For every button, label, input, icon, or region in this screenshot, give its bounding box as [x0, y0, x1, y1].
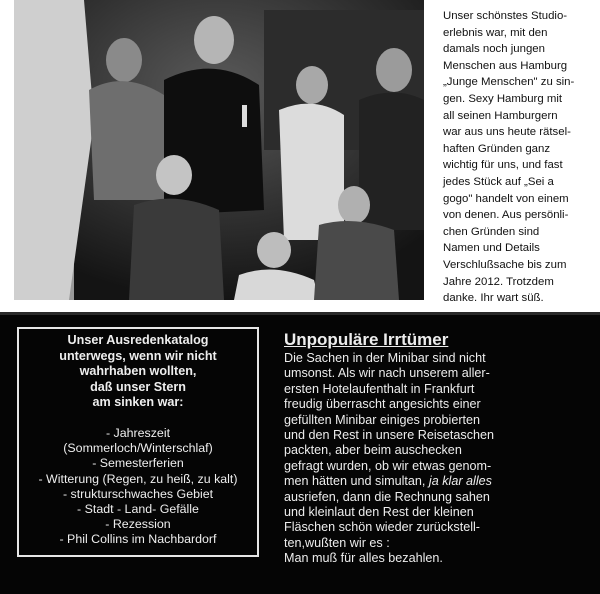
article: [284, 330, 584, 567]
excuse-item: - Phil Collins im Nachbardorf: [59, 532, 217, 547]
excuse-item: - strukturschwaches Gebiet: [62, 486, 214, 501]
article-body-part1: Die Sachen in der Minibar sind nicht umsonst. Als wir nach unserem aller- ersten Hotelaufenthalt in Frankfurt freudig überrascht angesichts einer gefüllten Minibar einiges probierten und den Rest in unsere Reisetaschen packten, aber beim auschecken gefragt wurden, ob wir etwas genom- men hätten und simultan,: [284, 351, 495, 489]
excuse-item: - Jahreszeit: [105, 425, 171, 440]
excuses-box: [17, 327, 259, 557]
excuse-item: - Stadt - Land- Gefälle: [77, 501, 199, 516]
crowd-photo: [14, 0, 424, 300]
article-body-part2: ausriefen, dann die Rechnung sahen und kleinlaut den Rest der kleinen Fläschen schön wieder zurückstell- ten,wußten wir es : Man muß für alles bezahlen.: [284, 489, 490, 566]
excuses-heading: Unser Ausredenkatalog unterwegs, wenn wir nicht wahrhaben wollten, daß unser Stern am sinken war:: [59, 333, 217, 410]
excuse-item: - Witterung (Regen, zu heiß, zu kalt): [38, 471, 238, 486]
excuses-list: [19, 426, 257, 548]
excuse-item: - Semesterferien: [92, 456, 184, 471]
article-body: [284, 351, 584, 567]
article-title: Unpopuläre Irrtümer: [284, 330, 449, 349]
excuse-item: (Sommerloch/Winterschlaf): [63, 441, 213, 456]
excuse-item: - Rezession: [105, 517, 171, 532]
section-divider: [0, 312, 600, 315]
photo-caption: Unser schönstes Studio- erlebnis war, mit den damals noch jungen Menschen aus Hamburg „Junge Menschen" zu sin- gen. Sexy Hamburg mit all seinen Hamburgern war aus uns heute rätsel- haften Gründen ganz wichtig für uns, und fast jedes Stück auf „Sei a gogo" handelt von einem von denen. Aus persönli- chen Gründen sind Namen und Details Verschlußsache bis zum Jahre 2012. Trotzdem danke. Ihr wart süß.: [443, 10, 575, 305]
article-body-italic: ja klar alles: [428, 474, 492, 489]
